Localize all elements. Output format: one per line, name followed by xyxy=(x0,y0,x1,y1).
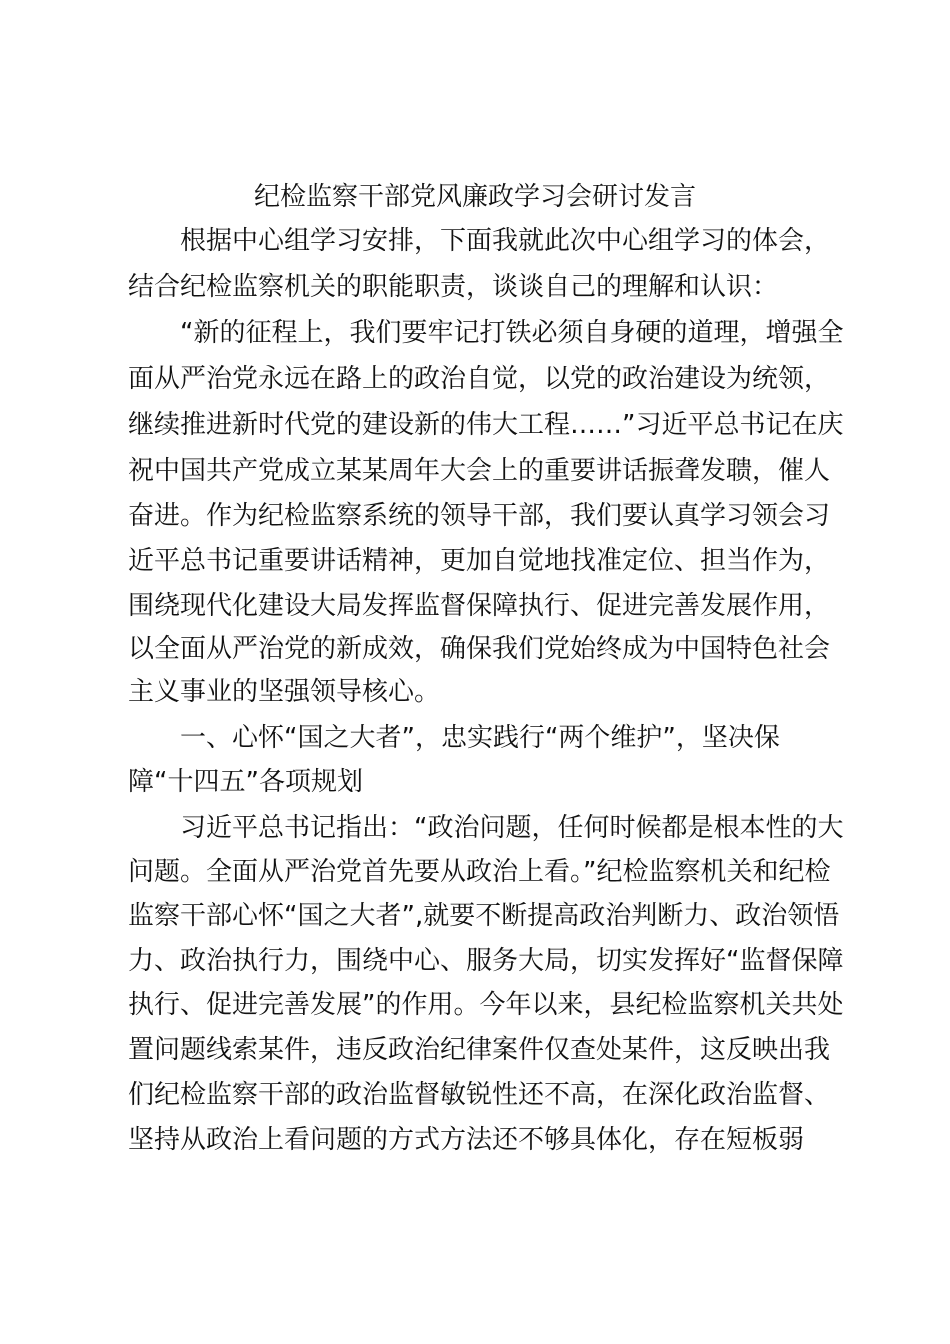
paragraph-line: 围绕现代化建设大局发挥监督保障执行、促进完善发展作用， xyxy=(128,591,831,621)
paragraph-line: 以全面从严治党的新成效，确保我们党始终成为中国特色社会 xyxy=(128,634,831,664)
paragraph-line: 问题。全面从严治党首先要从政治上看。”纪检监察机关和纪检 xyxy=(128,857,831,887)
paragraph-line: 执行、促进完善发展”的作用。今年以来，县纪检监察机关共处 xyxy=(128,990,844,1020)
paragraph-line: 祝中国共产党成立某某周年大会上的重要讲话振聋发聩，催人 xyxy=(128,456,831,486)
paragraph-line: 监察干部心怀“国之大者”,就要不断提高政治判断力、政治领悟 xyxy=(128,901,840,931)
paragraph-line: 奋进。作为纪检监察系统的领导干部，我们要认真学习领会习 xyxy=(128,501,831,531)
document-title: 纪检监察干部党风廉政学习会研讨发言 xyxy=(253,182,696,212)
paragraph-line: 置问题线索某件，违反政治纪律案件仅查处某件，这反映出我 xyxy=(128,1035,831,1065)
paragraph-line: “新的征程上，我们要牢记打铁必须自身硬的道理，增强全 xyxy=(180,318,844,348)
paragraph-line: 力、政治执行力，围绕中心、服务大局，切实发挥好“监督保障 xyxy=(128,946,844,976)
section-heading-line: 一、心怀“国之大者”，忠实践行“两个维护”，坚决保 xyxy=(180,723,780,753)
paragraph-line: 继续推进新时代党的建设新的伟大工程……”习近平总书记在庆 xyxy=(128,410,844,440)
paragraph-line: 主义事业的坚强领导核心。 xyxy=(128,677,441,707)
paragraph-line: 坚持从政治上看问题的方式方法还不够具体化，存在短板弱 xyxy=(128,1125,805,1155)
paragraph-line: 们纪检监察干部的政治监督敏锐性还不高，在深化政治监督、 xyxy=(128,1080,831,1110)
paragraph-line: 习近平总书记指出：“政治问题，任何时候都是根本性的大 xyxy=(180,813,844,843)
paragraph-line: 近平总书记重要讲话精神，更加自觉地找准定位、担当作为， xyxy=(128,546,831,576)
paragraph-line: 面从严治党永远在路上的政治自觉，以党的政治建设为统领， xyxy=(128,364,831,394)
section-heading-line: 障“十四五”各项规划 xyxy=(128,767,363,797)
paragraph-line: 根据中心组学习安排，下面我就此次中心组学习的体会， xyxy=(180,226,831,256)
paragraph-line: 结合纪检监察机关的职能职责，谈谈自己的理解和认识： xyxy=(128,272,779,302)
